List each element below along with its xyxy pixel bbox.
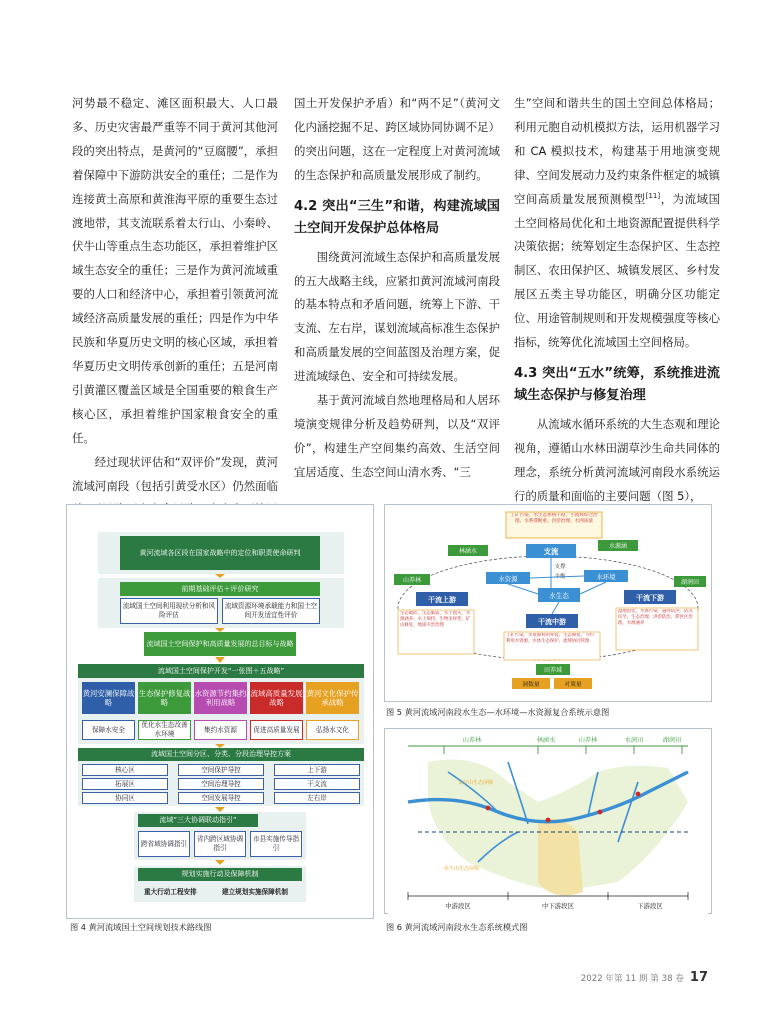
figure-4-flowchart [72, 508, 368, 916]
arrow-icon [215, 860, 225, 865]
paragraph: 国土开发保护矛盾）和“两不足”（黄河文化内涵挖掘不足、跨区域协同协调不足）的突出问题，这在一定程度上对黄河流域的生态保护和高质量发展形成了制约。 [294, 96, 500, 182]
strategy-box: 黄河安澜保障战略 [82, 682, 135, 714]
figure-5-caption: 图 5 黄河流域河南段水生态—水环境—水资源复合系统示意图 [386, 707, 610, 717]
water-env-label: 水环境 [596, 573, 616, 581]
bottom-label: 中游段区 [445, 902, 471, 910]
eval-right-box: 流域资源环境承载能力和国土空间开发适宜性评价 [222, 598, 320, 624]
top-label: 山养林 [462, 737, 482, 744]
paragraph: 围绕黄河流域生态保护和高质量发展的五大战略主线，应紧扣黄河流域河南段的基本特点和矛盾问题，统筹上下游、干支流、左右岸，谋划流域高标准生态保护和高质量发展的空间蓝图及治理方案，促进流域绿色、安全和可持续发展。 [294, 249, 500, 384]
top-label: 湖润田 [662, 737, 682, 744]
up-note: 生态破碎、生态脆弱、水土流失，水源涵养、水土保持、生物多样性、矿山修复、地质灾害治理 [400, 611, 471, 628]
text-column-3 [514, 92, 720, 509]
page-footer [581, 970, 708, 985]
guide-title: 流域“三大协调联动指引” [138, 814, 258, 827]
figure-6-caption: 图 6 黄河流域河南段水生态系统模式图 [386, 922, 528, 932]
down-note: 湿地退化、水体污染、悬河防洪、防汛抗旱、生态治理、洪涝防治、滞洪区治理、水源涵养 [618, 609, 693, 626]
top-note: 工矿污染、水生态系统不稳，小流域综合治理、水系滞断重、洪涝治理、水网质量 [510, 513, 598, 524]
city-dot [486, 806, 491, 811]
city-dot [598, 810, 603, 815]
strategy-box: 流域高质量发展战略 [250, 682, 303, 714]
mid-note: 工矿污染、水资源利用率低，生态修复、节约利用水资源、水体生态保护、流域协同管理 [506, 633, 594, 644]
strategy-box: 水资源节约集约利用战略 [194, 682, 247, 714]
positioning-box: 黄河流域各区段在国家战略中的定位和职责使命研判 [120, 536, 320, 570]
section-heading-4-3: 4.3 突出“五水”统筹，系统推进流域生态保护与修复治理 [514, 365, 720, 403]
impl-left: 重大行动工程安排 [144, 888, 197, 896]
paragraph: 从流域水循环系统的大生态观和理论视角，遵循山水林田湖草沙生命共同体的理念，系统分析黄河流域河南段水系统运行的质量和面临的主要问题（图 5）， [514, 416, 720, 503]
water-eco-label: 水生态 [549, 592, 569, 600]
upstream-label: 干流上游 [428, 596, 456, 604]
field-label: 田养域 [543, 667, 563, 674]
paragraph: 河势最不稳定、滩区面积最大、人口最多、历史灾害最严重等不同于黄河其他河段的突出特点，是黄河的“豆腐腰”，承担着保障中下游防洪安全的重任；二是作为连接黄土高原和黄淮海平原的重要生态过渡地带，其支流联系着太行山、小秦岭、伏牛山等重点生态功能区，承担着维护区域生态安全的重任；三是作为黄河流域重要的人口和经济中心，承担着引领黄河流域经济高质量发展的重任；四是作为中华民族和华夏历史文明的核心区域，承担着华夏历史文明传承创新的重任；五是河南引黄灌区覆盖区域是全国重要的粮食生产核心区，承担着维护国家粮食安全的重任。 [72, 96, 278, 445]
paragraph: 基于黄河流域自然地理格局和人居环境演变规律分析及趋势研判，以及“双评价”，构建生产空间集约高效、生活空间宜居适度、生态空间山清水秀、“三 [294, 393, 500, 479]
downstream-label: 干流下游 [636, 594, 664, 602]
guide-box: 跨省域协调指引 [138, 831, 190, 857]
top-label: 林涵水 [536, 737, 556, 744]
forest-label: 林涵水 [458, 548, 478, 555]
arrow-icon [215, 574, 225, 578]
guide-box: 省内跨区域协调指引 [194, 831, 246, 857]
paragraph [514, 92, 720, 355]
zone-cell: 上下游 [274, 764, 360, 776]
strategy-title: 流域国土空间保护开发“一张图＋五战略” [78, 664, 364, 678]
support-label: 支撑 [554, 564, 566, 570]
strategy-sub: 保障水安全 [82, 720, 135, 740]
text-column-2 [294, 92, 500, 485]
mountain-label: 山养林 [402, 577, 422, 584]
zone-cell: 空间保护导控 [178, 764, 264, 776]
paragraph-text: 生”空间和谐共生的国土空间总体格局；利用元胞自动机模拟方法，运用机器学习和 CA 模拟技术，构建基于用地演变规律、空间发展动力及约束条件框定的城镇空间高质量发展预测模型 [514, 96, 720, 206]
city-dot [636, 792, 641, 797]
zone-cell: 协同区 [82, 792, 168, 804]
midstream-label: 干流中游 [538, 618, 566, 626]
water-source-label: 水源涵 [608, 543, 628, 550]
journal-issue: 2022 年第 11 期 第 38 卷 [580, 974, 684, 984]
zone-cell: 左右岸 [274, 792, 360, 804]
arrow-icon [215, 744, 225, 748]
link-line [580, 582, 606, 594]
farm-label: 洞数量 [522, 682, 540, 688]
mainstream-label: 支流 [543, 547, 559, 556]
strategy-box: 黄河文化保护传承战略 [306, 682, 359, 714]
eval-left-box: 流域国土空间利用现状分析和风险评估 [120, 598, 218, 624]
page-number: 17 [689, 970, 708, 985]
arrow-icon [215, 657, 225, 663]
zone-title: 流域国土空间分区、分类、分段治理导控方案 [78, 748, 364, 761]
strategy-sub: 弘扬水文化 [306, 720, 359, 740]
flow-arrows [72, 508, 368, 916]
arrow-icon [215, 628, 225, 632]
guide-box: 市县实施传导指引 [250, 831, 302, 857]
zone-cell: 核心区 [82, 764, 168, 776]
lake-label: 湖润田 [680, 579, 700, 586]
zone-cell: 拓展区 [82, 778, 168, 790]
arrow-icon [215, 807, 225, 812]
farm-label: 对策量 [564, 682, 582, 688]
zone-cell: 空间治理导控 [178, 778, 264, 790]
strategy-sub: 优化水生态改善水环境 [138, 720, 191, 740]
link-line [508, 584, 538, 594]
reference-mark[interactable]: [11] [645, 191, 661, 200]
bottom-label: 下游段区 [637, 902, 663, 910]
section-heading-4-2: 4.2 突出“三生”和谐，构建流域国土空间开发保护总体格局 [294, 198, 500, 236]
bottom-label: 中下游段区 [542, 902, 574, 910]
zone-cell: 干支流 [274, 778, 360, 790]
inner-label: 伏牛山生态屏障 [444, 866, 480, 872]
city-dot [546, 818, 551, 823]
top-label: 山养林 [578, 737, 598, 744]
link-line [552, 602, 559, 614]
water-resources-label: 水资源 [498, 575, 518, 583]
zone-cell: 空间发展导控 [178, 792, 264, 804]
balance-label: 平衡 [554, 574, 566, 580]
goal-box: 流域国土空间保护和高质量发展的总目标与战略 [144, 632, 296, 656]
impl-title: 规划实施行动及保障机制 [138, 868, 302, 881]
paragraph: 经过现状评估和“双评价”发现，黄河流域河南段（包括引黄受水区）仍然面临 [72, 454, 278, 493]
eval-title: 前期基础评估＋评价研究 [120, 582, 320, 596]
strategy-sub: 集约水资源 [194, 720, 247, 740]
figure-4-caption: 图 4 黄河流域国土空间规划技术路线图 [70, 922, 212, 932]
strategy-sub: 促进高质量发展 [250, 720, 303, 740]
figure-6-map [388, 732, 708, 916]
inner-label: 太行山生态屏障 [458, 780, 494, 786]
top-label: 水润田 [624, 737, 644, 744]
impl-right: 建立规划实施保障机制 [222, 888, 288, 896]
figure-5-diagram [388, 508, 708, 703]
strategy-box: 生态保护修复战略 [138, 682, 191, 714]
text-column-1 [72, 92, 278, 546]
paragraph-text: ，为流域国土空间格局优化和土地资源配置提供科学决策依据；统筹划定生态保护区、生态控制区、农田保护区、城镇发展区、乡村发展区五类主导功能区，明确分区功能定位、用途管制规则和开发规模强度等核心指标，统筹优化流域国土空间格局。 [514, 191, 720, 350]
